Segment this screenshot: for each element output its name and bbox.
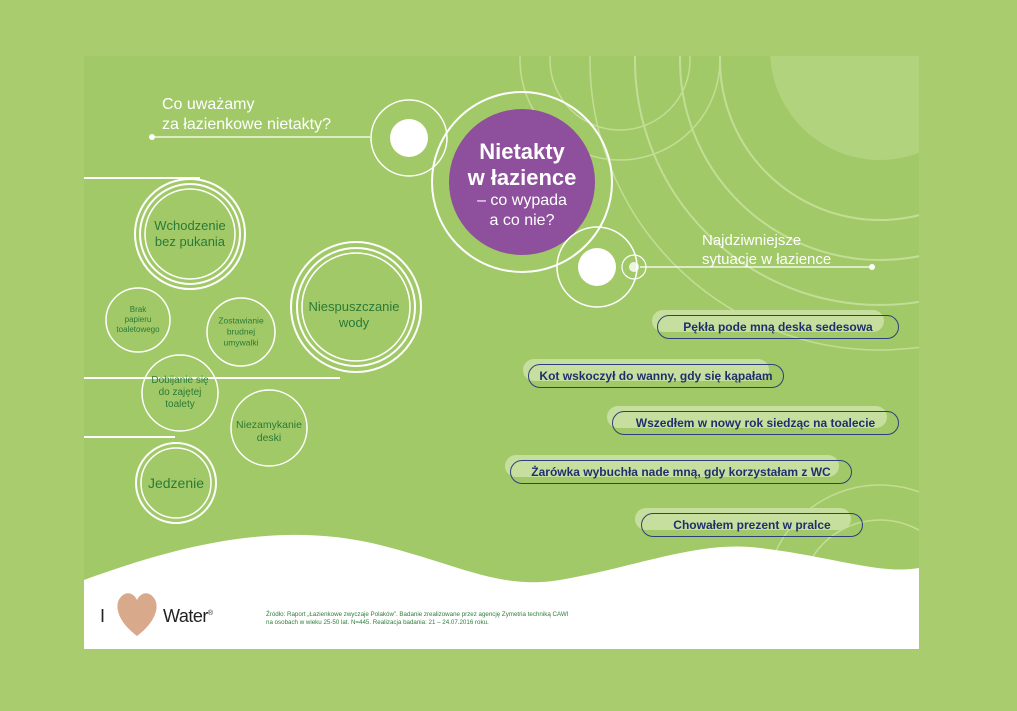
source-line2: na osobach w wieku 25-50 lat. N=445. Realizacja badania: 21 – 24.07.2016 roku. <box>266 619 489 626</box>
left-dot <box>149 134 155 140</box>
situation-pill-5 <box>641 513 863 537</box>
title-line1: Nietakty <box>479 139 565 164</box>
situation-4-text: Żarówka wybuchła nade mną, gdy korzystałam z WC <box>531 465 831 479</box>
logo-word: Water® <box>163 605 213 626</box>
situation-5-text: Chowałem prezent w pralce <box>673 518 831 532</box>
situation-pill-3 <box>612 411 899 435</box>
situation-2-text: Kot wskoczył do wanny, gdy się kąpałam <box>539 369 773 383</box>
bubble-brak-papieru: Brak papieru toaletowego <box>116 305 160 334</box>
bubble-jedzenie: Jedzenie <box>147 475 205 491</box>
bubble-wchodzenie: Wchodzenie bez pukania <box>154 218 226 249</box>
situation-3-text: Wszedłem w nowy rok siedząc na toalecie <box>635 416 876 430</box>
question-left <box>162 95 331 135</box>
bubble-dobijanie: Dobijanie się do zajętej toalety <box>151 375 209 410</box>
question-right <box>702 231 831 269</box>
question-left-line1: Co uważamy <box>162 96 255 113</box>
question-right-line1: Najdziwniejsze <box>702 232 802 249</box>
situation-pill-4 <box>510 460 852 484</box>
question-right-line2: sytuacje w łazience <box>702 251 832 268</box>
title-line2: w łazience <box>467 165 577 190</box>
brand-logo <box>100 596 213 636</box>
title-line4: a co nie? <box>489 212 555 229</box>
question-left-line2: za łazienkowe nietakty? <box>162 116 331 133</box>
source-line1: Źródło: Raport „Łazienkowe zwyczaje Polaków”. Badanie zrealizowane przez agencję Zymetria techniką CAWI <box>266 611 569 618</box>
title-line3: – co wypada <box>477 192 567 209</box>
bubble-niezamykanie: Niezamykanie deski <box>236 419 302 444</box>
main-title <box>437 110 607 260</box>
situation-pill-2 <box>528 364 784 388</box>
bubble-niespuszczanie: Niespuszczanie wody <box>308 299 400 330</box>
bubble-zostawianie: Zostawianie brudnej umywalki <box>218 315 264 348</box>
right-dot <box>869 264 875 270</box>
situation-1-text: Pękła pode mną deska sedesowa <box>683 320 873 334</box>
source-note <box>266 611 666 627</box>
situation-pill-1 <box>657 315 899 339</box>
logo-prefix: I <box>100 605 106 626</box>
